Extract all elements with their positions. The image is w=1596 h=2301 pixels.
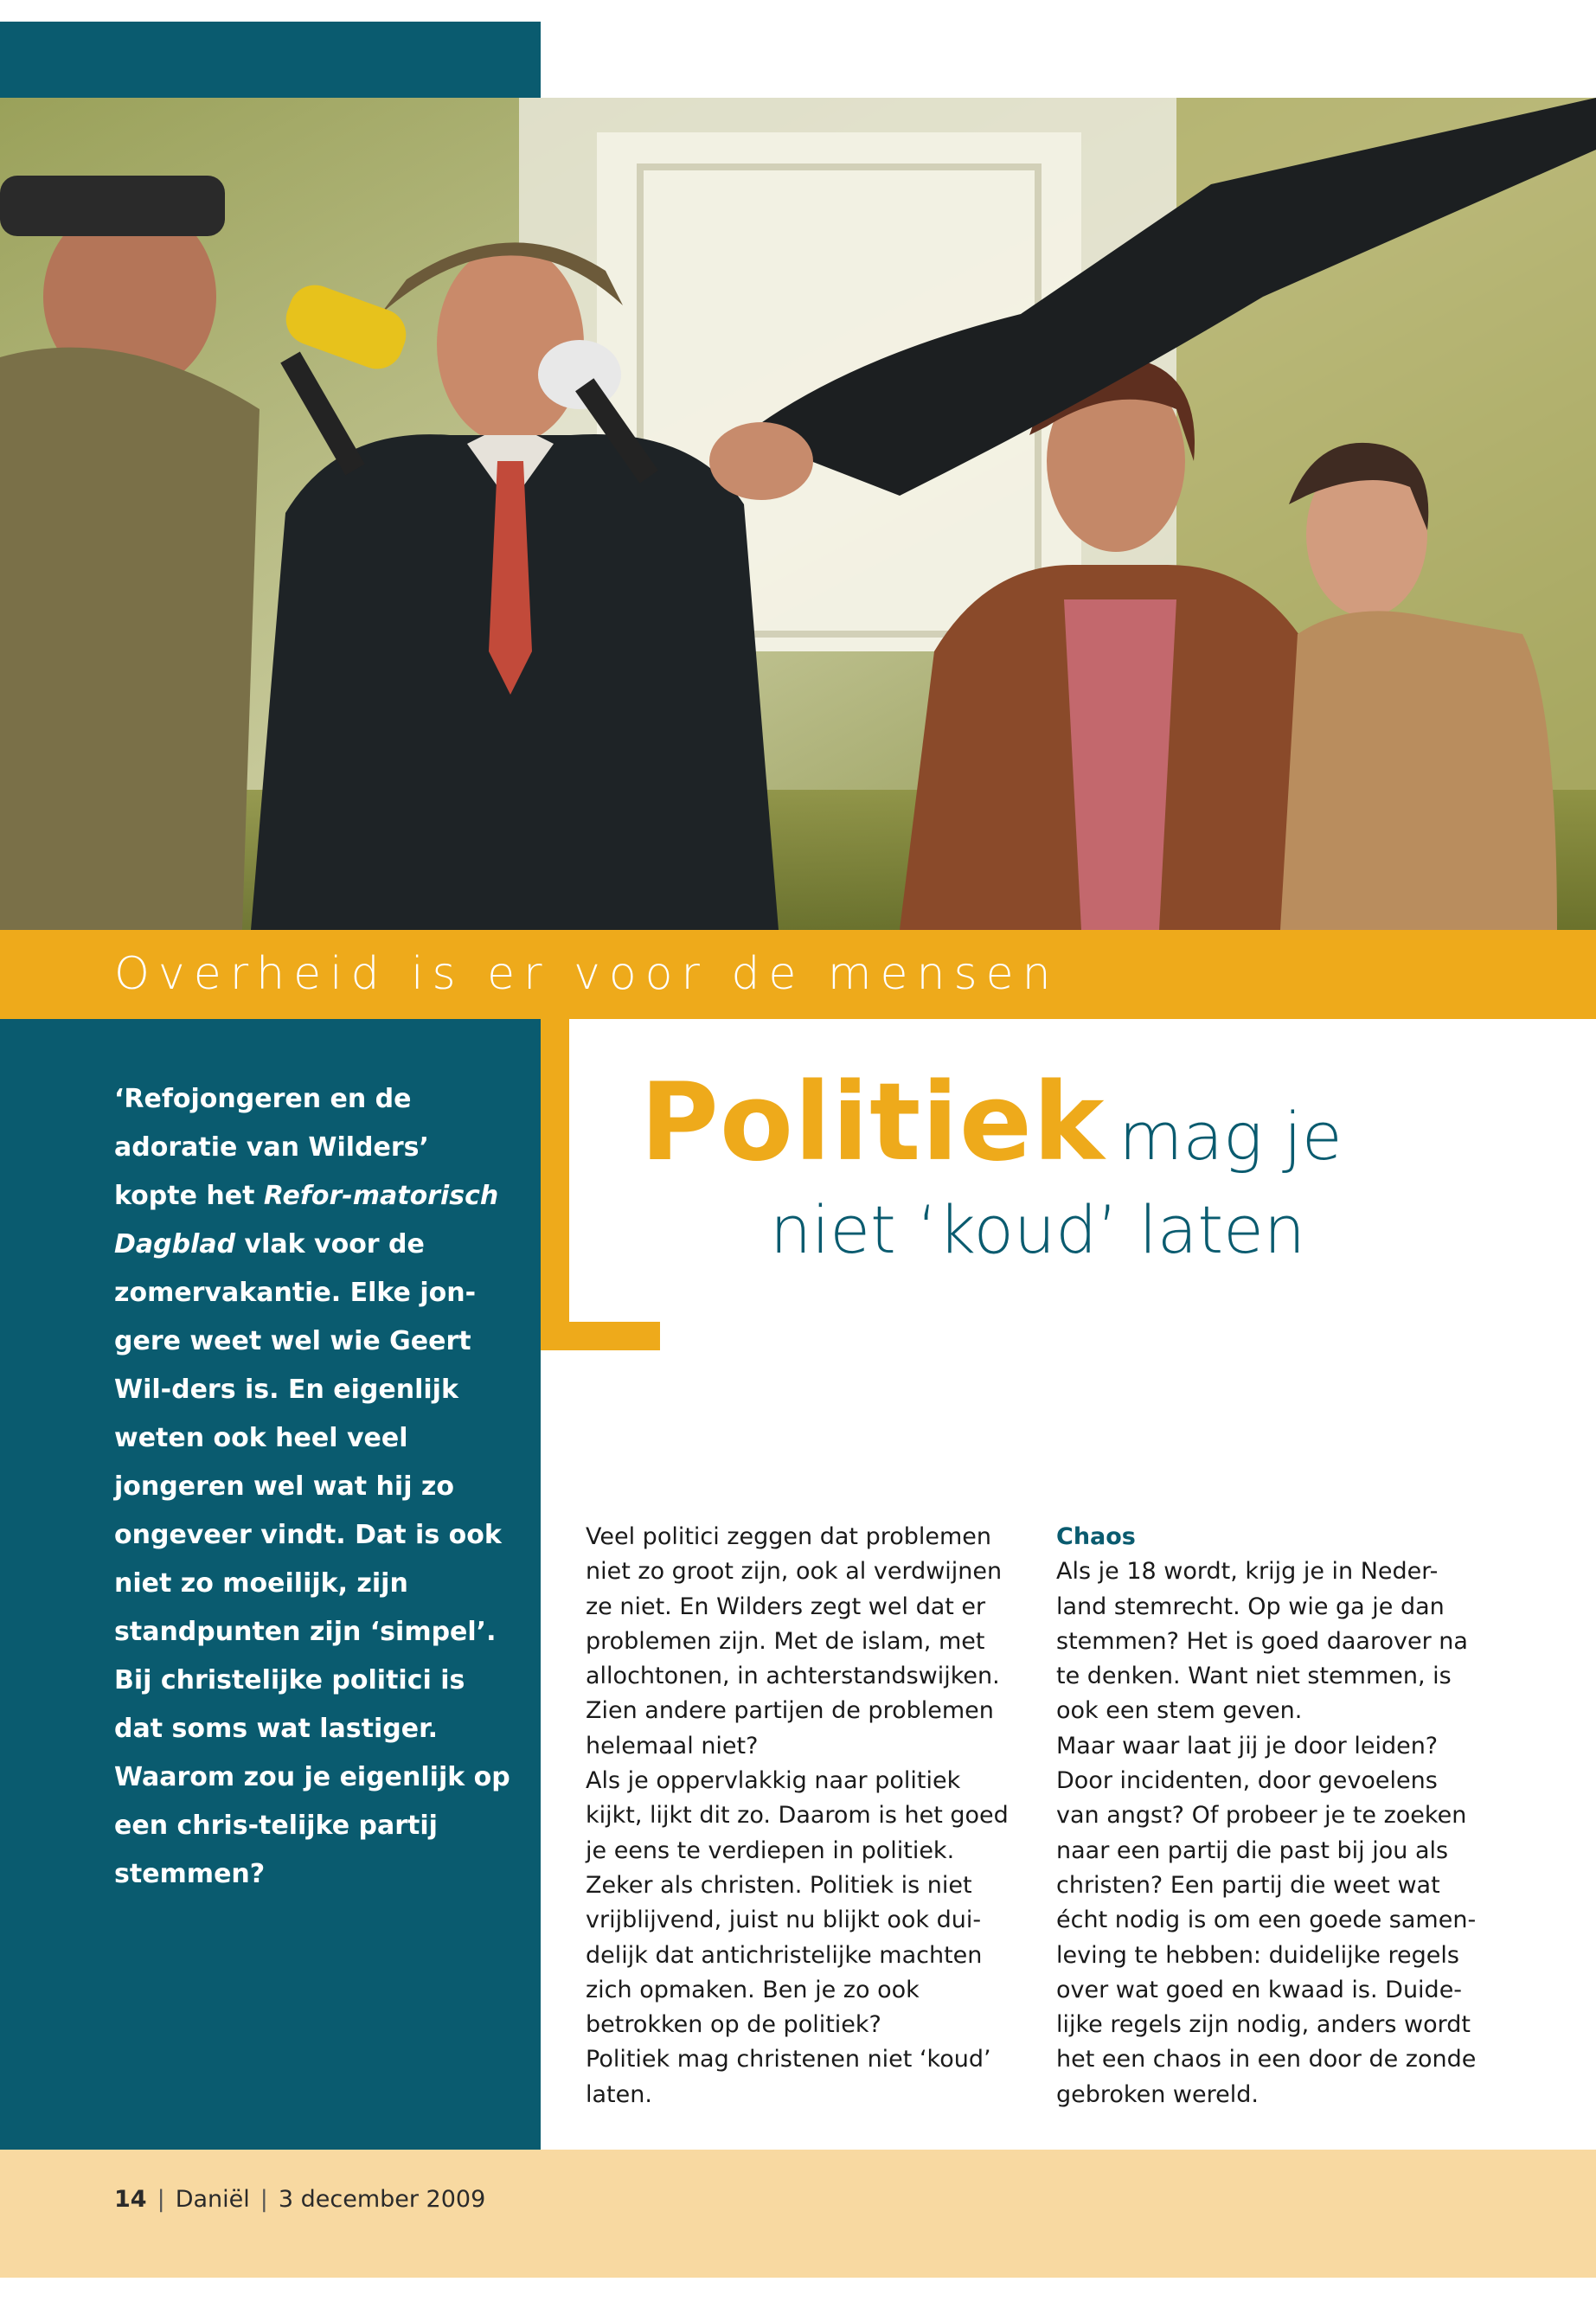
section-band [0,930,1596,1019]
headline [640,1061,1574,1269]
body-line: Door incidenten, door gevoelens [1056,1767,1438,1795]
body-line: Politiek mag christenen niet ‘koud’ [586,2046,991,2073]
body-line: niet zo groot zijn, ook al verdwijnen [586,1558,1003,1586]
body-line: vrijblijvend, juist nu blijkt ook dui- [586,1907,982,1934]
body-line: leving te hebben: duidelijke regels [1056,1941,1459,1969]
subhead-chaos: Chaos [1056,1523,1136,1550]
body-line: Als je 18 wordt, krijg je in Neder- [1056,1558,1439,1586]
body-line: problemen zijn. Met de islam, met [586,1627,985,1655]
top-color-bar [0,22,541,98]
intro-part-1: ‘Refojongeren en de adoratie van Wilders’ kopte het [114,1084,429,1211]
headline-bracket-vertical [541,1019,569,1350]
body-line: je eens te verdiepen in politiek. [586,1836,955,1864]
magazine-name: Daniël [175,2186,250,2213]
issue-date: 3 december 2009 [278,2186,486,2213]
body-line: lijke regels zijn nodig, anders wordt [1056,2011,1471,2039]
intro-part-2: vlak voor de zomervakantie. Elke jon-gere weet wel wie Geert Wil-ders is. En eigenlijk weten ook heel veel jongeren wel wat hij zo ongeveer vindt. Dat is ook niet zo moeilijk, zijn standpunten zijn ‘simpel’. Bij christelijke politici is dat soms wat lastiger. Waarom zou je eigenlijk op een chris-telijke partij stemmen? [114,1229,510,1889]
footer [114,2186,485,2213]
body-column-2 [1056,1520,1493,2112]
body-line: land stemrecht. Op wie ga je dan [1056,1593,1445,1620]
body-line: laten. [586,2080,652,2108]
press-photo-illustration [0,98,1596,930]
body-line: ook een stem geven. [1056,1697,1303,1725]
body-line: over wat goed en kwaad is. Duide- [1056,1976,1463,2003]
press-photo [0,98,1596,930]
body-line: het een chaos in een door de zonde [1056,2046,1477,2073]
headline-rest-1: mag je [1118,1098,1343,1175]
headline-line-1 [640,1061,1574,1185]
body-line: Maar waar laat jij je door leiden? [1056,1732,1439,1759]
body-line: allochtonen, in achterstandswijken. [586,1663,1000,1690]
page-number: 14 [114,2186,147,2213]
intro-italic-title: Refor-matorisch Dagblad [114,1181,499,1259]
body-line: gebroken wereld. [1056,2080,1259,2108]
body-line: te denken. Want niet stemmen, is [1056,1663,1452,1690]
body-line: Zien andere partijen de problemen [586,1697,994,1725]
footer-band [0,2150,1596,2278]
body-line: écht nodig is om een goede samen- [1056,1907,1477,1934]
footer-separator: | [157,2186,165,2213]
section-title: Overheid is er voor de mensen [114,948,1060,1000]
body-line: betrokken op de politiek? [586,2011,881,2039]
body-line: naar een partij die past bij jou als [1056,1836,1449,1864]
body-column-1 [586,1520,1022,2112]
body-line: kijkt, lijkt dit zo. Daarom is het goed [586,1802,1009,1830]
intro-panel [0,1019,541,2150]
body-line: Zeker als christen. Politiek is niet [586,1871,972,1899]
headline-bracket-horizontal [541,1322,660,1350]
body-line: christen? Een partij die weet wat [1056,1871,1440,1899]
body-line: stemmen? Het is goed daarover na [1056,1627,1468,1655]
intro-text [114,1075,521,1899]
body-line: Veel politici zeggen dat problemen [586,1523,992,1550]
headline-big-word: Politiek [640,1061,1106,1185]
footer-separator: | [260,2186,268,2213]
headline-rest-2: niet ‘koud’ laten [770,1191,1306,1269]
body-line: ze niet. En Wilders zegt wel dat er [586,1593,986,1620]
body-line: van angst? Of probeer je te zoeken [1056,1802,1467,1830]
body-line: helemaal niet? [586,1732,759,1759]
body-line: Als je oppervlakkig naar politiek [586,1767,961,1795]
body-line: zich opmaken. Ben je zo ook [586,1976,920,2003]
body-line: delijk dat antichristelijke machten [586,1941,983,1969]
